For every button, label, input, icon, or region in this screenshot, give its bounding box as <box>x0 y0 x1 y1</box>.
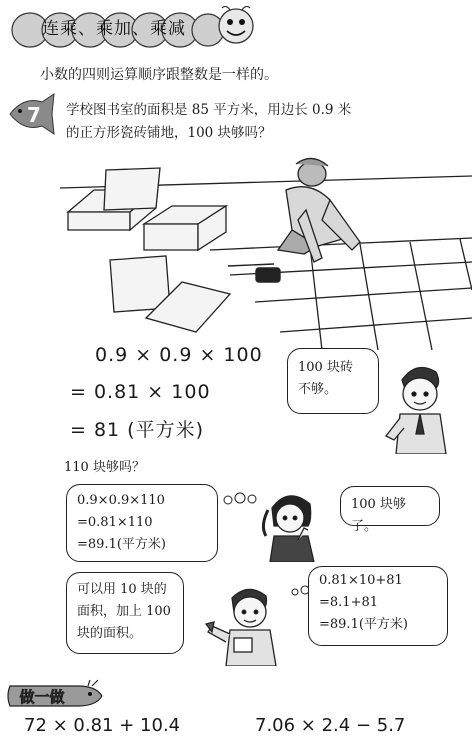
exercise-2: 7.06 × 2.4 − 5.7 <box>255 715 406 736</box>
solution-2-line-3: =89.1(平方米) <box>77 537 166 552</box>
practice-label-text: 做一做 <box>19 688 65 706</box>
solution-2-line-1: 0.9×0.9×110 <box>77 493 165 508</box>
boy-character-2 <box>204 582 294 666</box>
exercise-1: 72 × 0.81 + 10.4 <box>24 715 181 736</box>
solution-3-bubble <box>308 566 448 646</box>
explain-speech-bubble <box>66 572 184 654</box>
explain-line-3: 块的面积。 <box>77 626 143 641</box>
explain-line-2: 面积，加上 100 <box>77 604 171 619</box>
solution-1-line-3: = 81 (平方米) <box>70 419 205 441</box>
question-line-2: 的正方形瓷砖铺地，100 块够吗？ <box>66 125 272 141</box>
girl-speech-bubble: 100 块够了。 <box>340 486 440 526</box>
explain-line-1: 可以用 10 块的 <box>77 582 167 597</box>
boy-speech-line-1: 100 块砖 <box>298 360 353 375</box>
question-line-1: 学校图书室的面积是 85 平方米，用边长 0.9 米 <box>66 102 352 118</box>
boy-speech-line-2: 不够。 <box>298 382 338 397</box>
section-title: 连乘、乘加、乘减 <box>42 19 186 39</box>
solution-3-line-3: =89.1(平方米) <box>319 617 408 632</box>
solution-2-bubble <box>66 484 218 562</box>
intro-text: 小数的四则运算顺序跟整数是一样的。 <box>40 67 278 83</box>
practice-label <box>6 678 106 710</box>
solution-3-line-1: 0.81×10+81 <box>319 573 403 588</box>
fish-icon <box>6 92 58 136</box>
girl-character <box>258 486 324 562</box>
follow-up-question: 110 块够吗？ <box>64 460 145 475</box>
boy-character <box>380 358 470 454</box>
solution-3-line-2: =8.1+81 <box>319 595 379 610</box>
solution-1-line-2: = 0.81 × 100 <box>70 381 211 403</box>
tiling-illustration <box>60 150 472 350</box>
solution-1-line-1: 0.9 × 0.9 × 100 <box>95 344 263 366</box>
solution-2-line-2: =0.81×110 <box>77 515 153 530</box>
thought-dots <box>222 490 258 506</box>
boy-speech-bubble <box>287 348 379 414</box>
question-number: 7 <box>27 103 41 127</box>
